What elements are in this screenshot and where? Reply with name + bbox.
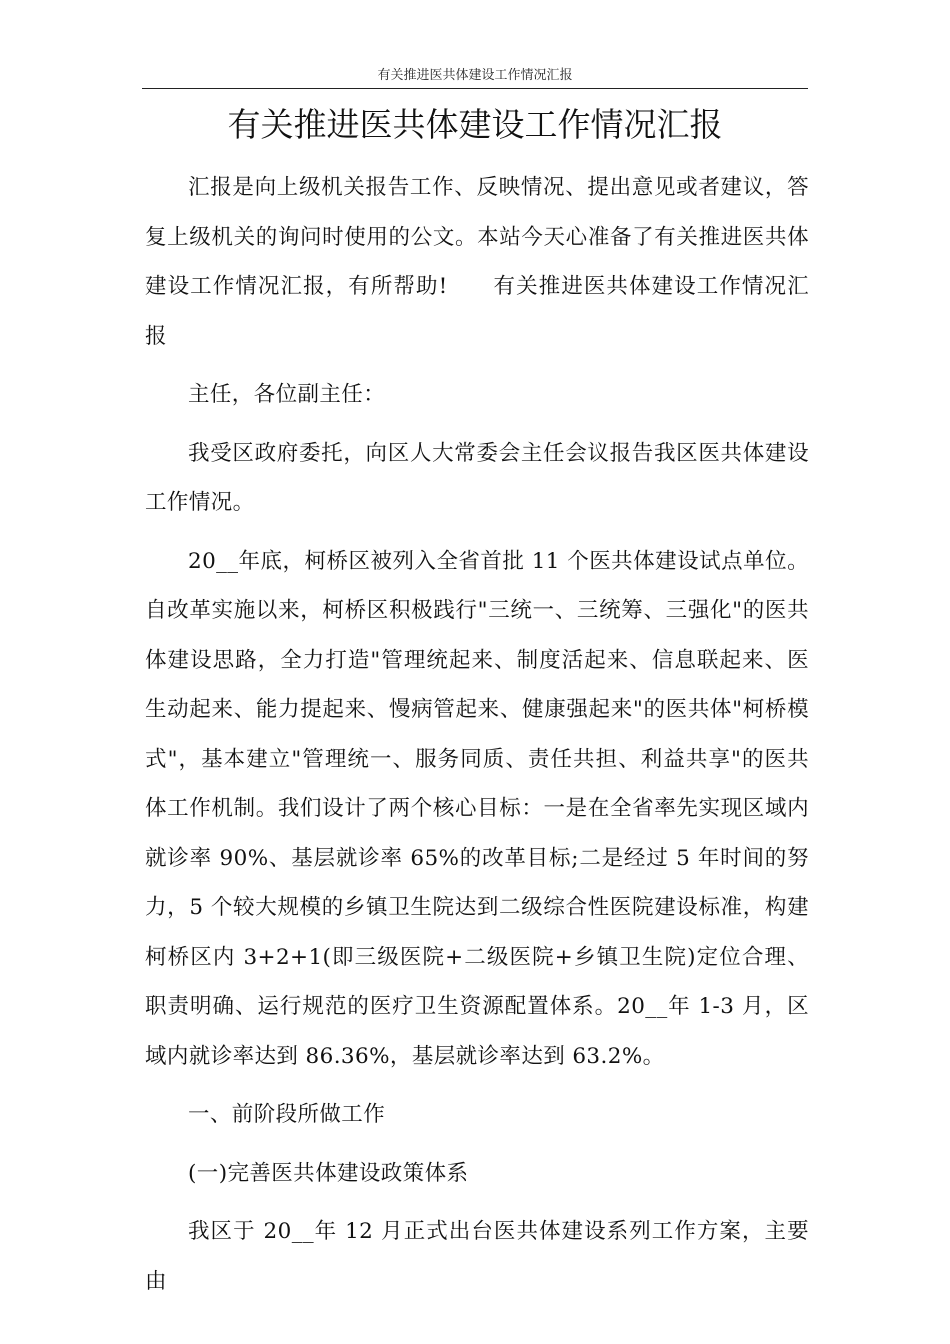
background-paragraph: 20__年底，柯桥区被列入全省首批 11 个医共体建设试点单位。自改革实施以来，柯桥区积极践行"三统一、三统筹、三强化"的医共体建设思路，全力打造"管理统起来、制度活起来、信息联起来、医生动起来、能力提起来、慢病管起来、健康强起来"的医共体"柯桥模式"，基本建立"管理统一、服务同质、责任共担、利益共享"的医共体工作机制。我们设计了两个核心目标：一是在全省率先实现区域内就诊率 90%、基层就诊率 65%的改革目标;二是经过 5 年时间的努力，5 个较大规模的乡镇卫生院达到二级综合性医院建设标准，构建柯桥区内 3+2+1(即三级医院+二级医院+乡镇卫生院)定位合理、职责明确、运行规范的医疗卫生资源配置体系。20__年 1-3 月，区域内就诊率达到 86.36%，基层就诊率达到 63.2%。 [145,548,809,1069]
salutation-paragraph: 主任，各位副主任： [188,382,386,407]
subsection-heading-1: (一)完善医共体建设政策体系 [188,1160,469,1186]
section-heading-1: 一、前阶段所做工作 [188,1102,386,1127]
intro-paragraph: 汇报是向上级机关报告工作、反映情况、提出意见或者建议，答复上级机关的询问时使用的公文。本站今天心准备了有关推进医共体建设工作情况汇报，有所帮助! 有关推进医共体建设工作情况汇报 [145,175,809,349]
document-title: 有关推进医共体建设工作情况汇报 [227,105,723,144]
running-header: 有关推进医共体建设工作情况汇报 [377,68,573,83]
opening-paragraph: 我受区政府委托，向区人大常委会主任会议报告我区医共体建设工作情况。 [145,440,809,515]
section-paragraph-1: 我区于 20__年 12 月正式出台医共体建设系列工作方案，主要由 [145,1219,809,1294]
header-divider [142,88,808,89]
document-body [145,163,809,1315]
